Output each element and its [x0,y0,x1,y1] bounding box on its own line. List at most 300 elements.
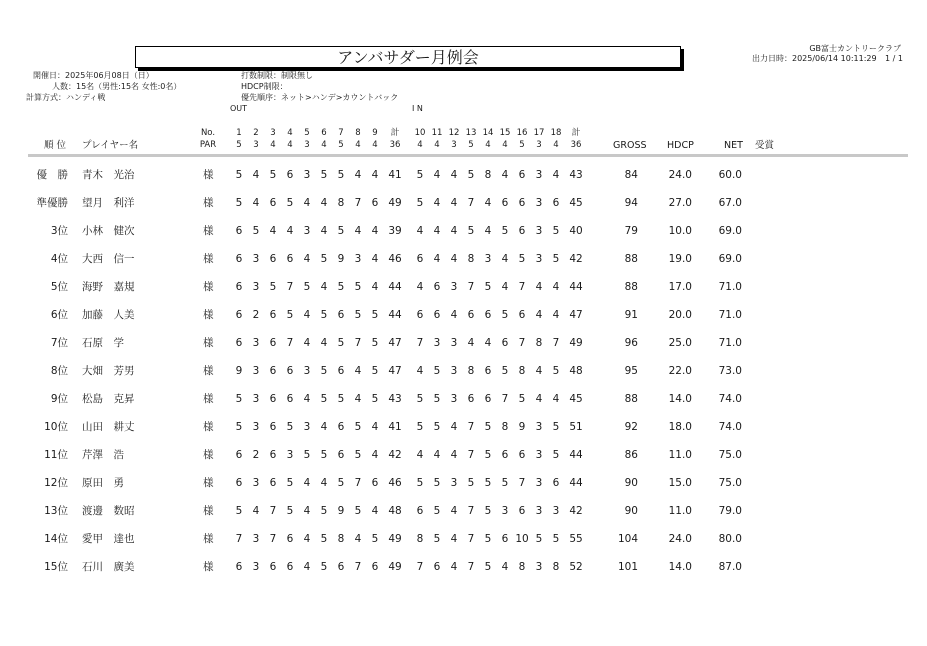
hole-par: 4 [287,140,293,150]
hole-score: 7 [269,533,277,545]
player-name: 望月 利洋 [82,197,135,209]
hole-score: 5 [354,505,362,517]
hole-par: 3 [536,140,542,150]
hole-score: 6 [286,393,294,405]
hole-score: 6 [337,449,345,461]
hole-score: 5 [286,421,294,433]
hole-score: 3 [450,337,458,349]
hole-number: 5 [304,128,310,138]
hole-score: 3 [484,253,492,265]
hdcp-value: 22.0 [668,365,692,377]
hole-score: 7 [467,505,475,517]
gross-score: 88 [624,281,638,293]
hole-par: 4 [417,140,423,150]
hole-score: 5 [235,505,243,517]
hole-score: 4 [303,197,311,209]
hole-par: 5 [236,140,242,150]
hole-par: 4 [270,140,276,150]
hole-score: 5 [467,225,475,237]
gross-score: 104 [617,533,638,545]
rank: 13位 [44,505,68,517]
hole-score: 7 [354,561,362,573]
hole-score: 8 [467,365,475,377]
in-total: 55 [569,533,583,545]
honorific: 様 [203,337,214,349]
hole-score: 5 [552,365,560,377]
honorific: 様 [203,225,214,237]
hole-score: 4 [303,561,311,573]
net-score: 71.0 [718,281,742,293]
hdcp-value: 14.0 [668,393,692,405]
hole-score: 5 [484,505,492,517]
hole-score: 5 [416,197,424,209]
out-total: 39 [388,225,402,237]
hole-par: 5 [338,140,344,150]
in-total: 45 [569,393,583,405]
hole-score: 3 [252,337,260,349]
hole-score: 8 [518,561,526,573]
hole-score: 6 [433,561,441,573]
net-score: 69.0 [718,225,742,237]
hole-score: 4 [252,197,260,209]
hole-number: 13 [465,128,477,138]
hole-score: 5 [467,477,475,489]
hole-score: 9 [337,253,345,265]
honorific: 様 [203,477,214,489]
hole-par: 4 [553,140,559,150]
gross-score: 92 [624,421,638,433]
hole-score: 5 [320,393,328,405]
honorific: 様 [203,169,214,181]
hole-number: 7 [338,128,344,138]
hole-number: 17 [533,128,545,138]
hole-score: 5 [552,421,560,433]
rank: 6位 [50,309,68,321]
rank: 15位 [44,561,68,573]
page-number: 1 / 1 [885,54,903,63]
hole-score: 4 [433,225,441,237]
hole-score: 6 [235,449,243,461]
out-total: 44 [388,309,402,321]
header-net: NET [724,140,743,151]
hole-score: 6 [269,337,277,349]
hole-score: 4 [303,393,311,405]
hole-score: 5 [484,281,492,293]
honorific: 様 [203,561,214,573]
hole-score: 4 [535,393,543,405]
hole-number: 12 [448,128,460,138]
hole-score: 6 [269,561,277,573]
hole-par: 4 [372,140,378,150]
hole-score: 4 [535,281,543,293]
hole-score: 4 [450,169,458,181]
hole-score: 6 [416,505,424,517]
hole-score: 5 [235,197,243,209]
hole-score: 8 [484,169,492,181]
gross-score: 95 [624,365,638,377]
hole-score: 5 [337,477,345,489]
out-total: 43 [388,393,402,405]
hole-score: 4 [371,421,379,433]
hole-score: 3 [354,253,362,265]
hole-score: 5 [320,533,328,545]
hole-score: 6 [518,169,526,181]
hdcp-value: 24.0 [668,533,692,545]
hole-score: 3 [252,365,260,377]
club-name: GB富士カントリークラブ [809,44,901,53]
hdcp-value: 20.0 [668,309,692,321]
hole-score: 6 [433,281,441,293]
hole-score: 4 [303,337,311,349]
in-total: 40 [569,225,583,237]
hole-score: 7 [501,393,509,405]
honorific: 様 [203,309,214,321]
hole-score: 5 [337,337,345,349]
hole-score: 6 [518,449,526,461]
hole-number: 16 [516,128,528,138]
hole-score: 4 [484,337,492,349]
hole-score: 4 [450,561,458,573]
hole-score: 3 [535,477,543,489]
hole-score: 5 [433,533,441,545]
rank: 14位 [44,533,68,545]
hole-score: 6 [552,477,560,489]
hole-score: 6 [433,309,441,321]
hole-score: 5 [286,309,294,321]
hole-score: 8 [416,533,424,545]
hdcp-value: 25.0 [668,337,692,349]
hole-score: 4 [320,421,328,433]
out-total: 49 [388,197,402,209]
gross-score: 90 [624,505,638,517]
hole-score: 5 [269,169,277,181]
hole-score: 5 [320,449,328,461]
hole-score: 5 [484,421,492,433]
hole-score: 3 [450,477,458,489]
in-total: 44 [569,281,583,293]
player-name: 松島 克昇 [82,393,135,405]
hole-score: 3 [252,561,260,573]
hdcp-value: 27.0 [668,197,692,209]
hole-score: 6 [467,393,475,405]
hole-score: 5 [337,169,345,181]
hole-score: 4 [450,505,458,517]
out-total: 47 [388,337,402,349]
rank: 9位 [50,393,68,405]
hole-par: 4 [434,140,440,150]
hole-score: 5 [416,393,424,405]
hole-score: 7 [518,281,526,293]
in-total: 52 [569,561,583,573]
out-total: 48 [388,505,402,517]
hole-score: 8 [467,253,475,265]
hole-score: 3 [303,225,311,237]
hole-number: 11 [431,128,443,138]
hole-score: 6 [337,365,345,377]
hole-score: 8 [535,337,543,349]
hole-score: 6 [484,365,492,377]
hole-number: 4 [287,128,293,138]
hdcp-limit: HDCP制限： [241,82,288,91]
hole-score: 6 [235,253,243,265]
hole-score: 3 [252,533,260,545]
hole-score: 5 [371,309,379,321]
hole-score: 3 [535,253,543,265]
hole-score: 5 [484,449,492,461]
in-total: 44 [569,449,583,461]
par-in-total: 36 [570,140,582,150]
hole-score: 4 [467,337,475,349]
hole-score: 6 [484,309,492,321]
hole-score: 3 [252,281,260,293]
gross-score: 84 [624,169,638,181]
out-total: 46 [388,477,402,489]
hole-score: 5 [552,225,560,237]
hole-score: 5 [252,225,260,237]
hole-score: 3 [535,197,543,209]
hole-score: 6 [235,561,243,573]
hole-score: 4 [286,225,294,237]
honorific: 様 [203,449,214,461]
net-score: 60.0 [718,169,742,181]
net-score: 75.0 [718,449,742,461]
hole-score: 6 [501,337,509,349]
player-name: 加藤 人美 [82,309,135,321]
hole-score: 4 [320,281,328,293]
hole-score: 6 [371,477,379,489]
hole-score: 4 [354,225,362,237]
hole-score: 5 [416,421,424,433]
hole-score: 4 [320,197,328,209]
rank: 7位 [50,337,68,349]
hole-score: 4 [433,449,441,461]
hole-score: 7 [552,337,560,349]
hole-score: 6 [552,197,560,209]
page-title: アンバサダー月例会 [337,48,479,67]
hole-score: 5 [235,169,243,181]
stroke-limit: 打数制限：制限無し [241,71,313,80]
in-total: 42 [569,505,583,517]
hole-score: 3 [535,561,543,573]
hole-score: 6 [286,561,294,573]
net-score: 87.0 [718,561,742,573]
hole-score: 5 [320,309,328,321]
hole-score: 6 [235,337,243,349]
player-name: 大西 信一 [82,253,135,265]
hole-score: 6 [269,365,277,377]
gross-score: 88 [624,393,638,405]
hole-par: 3 [253,140,259,150]
hole-score: 5 [354,421,362,433]
hole-score: 3 [535,169,543,181]
rank: 8位 [50,365,68,377]
hole-score: 5 [552,449,560,461]
player-name: 渡邊 数昭 [82,505,135,517]
hole-score: 4 [535,365,543,377]
net-score: 75.0 [718,477,742,489]
in-total: 48 [569,365,583,377]
net-score: 80.0 [718,533,742,545]
gross-score: 79 [624,225,638,237]
hole-score: 6 [518,505,526,517]
hole-score: 4 [450,449,458,461]
player-name: 原田 勇 [82,477,124,489]
hole-score: 5 [235,393,243,405]
header-gross: GROSS [613,140,647,151]
hole-score: 4 [371,225,379,237]
hole-par: 4 [485,140,491,150]
hole-score: 4 [371,281,379,293]
hole-score: 6 [286,169,294,181]
hole-score: 4 [450,197,458,209]
hole-score: 3 [252,421,260,433]
rank: 優 勝 [36,169,68,181]
player-name: 愛甲 達也 [82,533,135,545]
hole-score: 5 [320,169,328,181]
hole-score: 5 [433,477,441,489]
hole-score: 4 [501,561,509,573]
hole-par: 4 [502,140,508,150]
in-total: 51 [569,421,583,433]
hole-score: 6 [269,197,277,209]
hole-score: 10 [515,533,529,545]
hole-score: 5 [433,393,441,405]
hole-score: 3 [501,505,509,517]
hdcp-value: 19.0 [668,253,692,265]
hdcp-value: 11.0 [668,505,692,517]
rank: 5位 [50,281,68,293]
hole-score: 5 [354,281,362,293]
in-total: 49 [569,337,583,349]
hole-score: 6 [337,561,345,573]
hole-score: 4 [501,281,509,293]
hole-score: 4 [552,309,560,321]
section-in-label: I N [412,104,423,113]
hole-score: 4 [303,505,311,517]
hole-score: 7 [518,337,526,349]
hole-number: 9 [372,128,378,138]
hole-score: 6 [518,309,526,321]
hole-score: 6 [518,225,526,237]
header-par: PAR [199,140,217,150]
hole-number: 1 [236,128,242,138]
hole-number: 18 [550,128,562,138]
hole-score: 4 [320,225,328,237]
hole-score: 5 [484,477,492,489]
hole-score: 6 [416,309,424,321]
par-out-total: 36 [389,140,401,150]
output-datetime: 出力日時：2025/06/14 10:11:29 [752,54,877,63]
header-divider [28,154,908,157]
hole-number: 14 [482,128,494,138]
hole-score: 6 [416,253,424,265]
hole-score: 5 [371,365,379,377]
out-total: 49 [388,533,402,545]
hole-score: 6 [286,253,294,265]
out-total: 41 [388,169,402,181]
net-score: 74.0 [718,421,742,433]
hole-score: 3 [286,449,294,461]
hole-score: 9 [235,365,243,377]
hole-score: 3 [433,337,441,349]
hole-score: 4 [320,337,328,349]
hole-score: 3 [450,393,458,405]
hole-score: 7 [416,561,424,573]
hole-number: 15 [499,128,511,138]
hole-score: 4 [433,253,441,265]
hole-score: 3 [450,281,458,293]
hole-score: 4 [552,281,560,293]
hole-score: 5 [303,449,311,461]
player-name: 海野 嘉規 [82,281,135,293]
hole-par: 3 [304,140,310,150]
hole-number: 10 [414,128,426,138]
hole-score: 3 [252,477,260,489]
player-name: 芹澤 浩 [82,449,124,461]
header-player: プレイヤー名 [82,140,139,151]
hole-score: 5 [320,365,328,377]
hole-score: 4 [252,169,260,181]
hole-score: 5 [303,281,311,293]
hole-score: 7 [467,197,475,209]
hole-score: 3 [535,225,543,237]
hole-score: 7 [354,337,362,349]
hole-score: 6 [269,477,277,489]
hole-score: 6 [286,533,294,545]
hole-score: 6 [501,533,509,545]
hole-score: 5 [286,477,294,489]
hole-score: 6 [337,421,345,433]
hole-score: 6 [269,421,277,433]
hole-score: 5 [286,505,294,517]
rank: 準優勝 [36,197,68,209]
hole-number: 8 [355,128,361,138]
hole-score: 5 [518,253,526,265]
hole-score: 5 [552,253,560,265]
hole-score: 3 [450,365,458,377]
priority-order: 優先順序：ネット>ハンデ>カウントバック [241,93,399,102]
hole-score: 4 [371,449,379,461]
hole-score: 4 [416,225,424,237]
hole-score: 7 [467,561,475,573]
hole-score: 4 [433,197,441,209]
gross-score: 90 [624,477,638,489]
hole-score: 4 [416,449,424,461]
hole-score: 5 [354,309,362,321]
hole-score: 4 [501,169,509,181]
hole-score: 5 [518,393,526,405]
hole-score: 6 [269,393,277,405]
hole-score: 3 [535,505,543,517]
hole-score: 8 [337,197,345,209]
hole-score: 7 [467,533,475,545]
hole-score: 7 [416,337,424,349]
header-rank: 順 位 [44,140,67,151]
hole-par: 4 [355,140,361,150]
hole-score: 5 [416,169,424,181]
hole-score: 5 [484,533,492,545]
hdcp-value: 15.0 [668,477,692,489]
header-hdcp: HDCP [667,140,694,151]
hole-score: 4 [303,309,311,321]
out-total-label: 計 [390,128,400,138]
hole-score: 4 [433,169,441,181]
hole-score: 6 [235,309,243,321]
hole-score: 7 [235,533,243,545]
hdcp-value: 24.0 [668,169,692,181]
hole-score: 5 [320,561,328,573]
hole-score: 4 [450,421,458,433]
